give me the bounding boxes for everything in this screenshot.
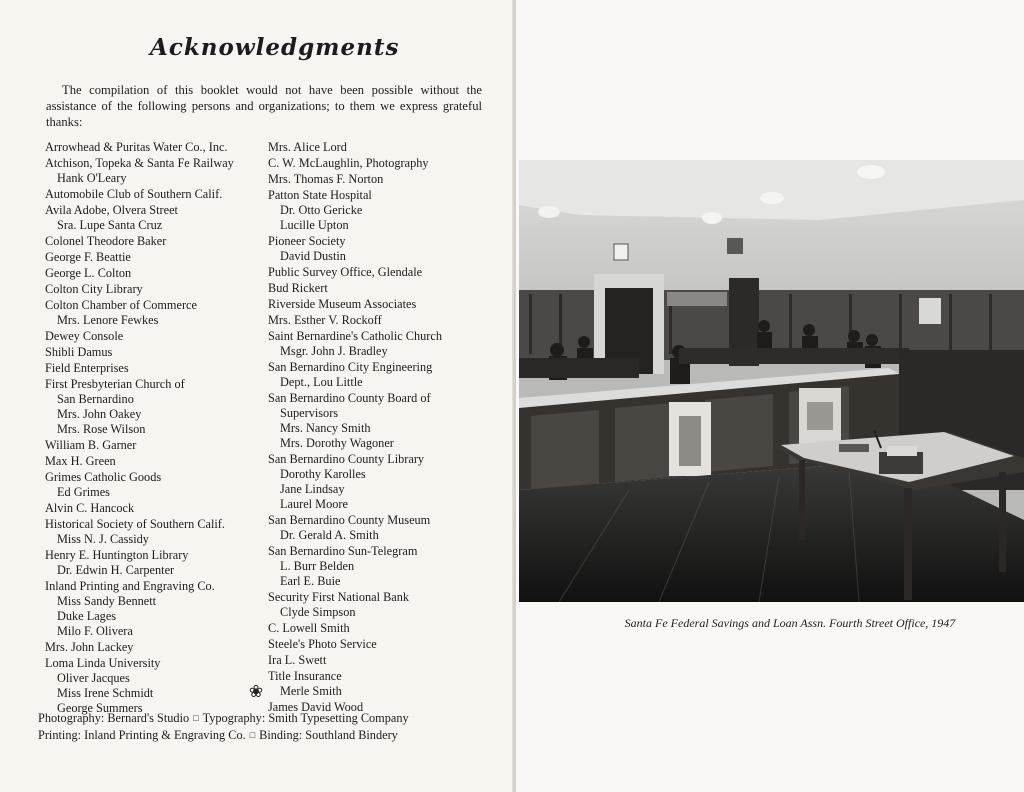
entry-subname: Dr. Edwin H. Carpenter [57, 563, 175, 577]
entry-name: San Bernardino Sun-Telegram [268, 544, 418, 558]
entry-name: Henry E. Huntington Library [45, 548, 189, 562]
acknowledgment-entry [45, 282, 265, 297]
acknowledgment-entry [268, 265, 484, 280]
entry-name: Patton State Hospital [268, 188, 372, 202]
entry-name: Mrs. John Lackey [45, 640, 134, 654]
entry-name: Inland Printing and Engraving Co. [45, 579, 215, 593]
acknowledgment-entry [268, 188, 484, 233]
entry-name: James David Wood [268, 700, 364, 714]
entry-subname: Mrs. John Oakey [57, 407, 142, 421]
entry-subname: Jane Lindsay [280, 482, 345, 496]
entry-name: Historical Society of Southern Calif. [45, 517, 225, 531]
entry-subname: Supervisors [280, 406, 339, 420]
square-separator-icon: □ [249, 730, 256, 740]
acknowledgment-entry [45, 640, 265, 655]
entry-name: San Bernardino County Museum [268, 513, 431, 527]
acknowledgment-entry [268, 297, 484, 312]
acknowledgment-entry [268, 172, 484, 187]
acknowledgment-list-left [45, 140, 265, 717]
entry-name: Colton Chamber of Commerce [45, 298, 197, 312]
entry-name: Saint Bernardine's Catholic Church [268, 329, 442, 343]
entry-name: San Bernardino County Library [268, 452, 425, 466]
acknowledgment-entry [268, 621, 484, 636]
acknowledgment-entry [45, 656, 265, 716]
entry-subname: Mrs. Rose Wilson [57, 422, 146, 436]
entry-subname: Mrs. Lenore Fewkes [57, 313, 159, 327]
entry-subname: Miss Irene Schmidt [57, 686, 154, 700]
entry-subname: Laurel Moore [280, 497, 348, 511]
entry-name: Max H. Green [45, 454, 116, 468]
acknowledgment-entry [268, 329, 484, 359]
entry-subname: L. Burr Belden [280, 559, 355, 573]
entry-name: William B. Garner [45, 438, 137, 452]
entry-name: Grimes Catholic Goods [45, 470, 162, 484]
acknowledgment-entry [45, 140, 265, 155]
acknowledgment-entry [268, 313, 484, 328]
entry-name: San Bernardino County Board of [268, 391, 431, 405]
entry-name: Title Insurance [268, 669, 342, 683]
entry-name: George F. Beattie [45, 250, 131, 264]
entry-name: Atchison, Topeka & Santa Fe Railway [45, 156, 234, 170]
acknowledgment-entry [45, 470, 265, 500]
entry-subname: Sra. Lupe Santa Cruz [57, 218, 163, 232]
acknowledgment-entry [45, 361, 265, 376]
acknowledgment-entry [45, 501, 265, 516]
entry-name: Bud Rickert [268, 281, 328, 295]
entry-subname: Mrs. Nancy Smith [280, 421, 371, 435]
acknowledgment-entry [268, 653, 484, 668]
credit-binding: Binding: Southland Bindery [259, 728, 398, 742]
entry-name: Automobile Club of Southern Calif. [45, 187, 223, 201]
acknowledgment-entry [45, 454, 265, 469]
entry-name: Riverside Museum Associates [268, 297, 417, 311]
acknowledgment-entry [268, 234, 484, 264]
entry-name: Colton City Library [45, 282, 143, 296]
entry-name: Loma Linda University [45, 656, 161, 670]
credit-typography: Typography: Smith Typesetting Company [202, 711, 409, 725]
acknowledgment-entry [45, 579, 265, 639]
entry-subname: Hank O'Leary [57, 171, 127, 185]
photo-caption: Santa Fe Federal Savings and Loan Assn. Fourth Street Office, 1947 [624, 616, 956, 630]
entry-name: Mrs. Esther V. Rockoff [268, 313, 382, 327]
entry-name: Avila Adobe, Olvera Street [45, 203, 178, 217]
acknowledgment-entry [268, 452, 484, 512]
acknowledgment-entry [268, 590, 484, 620]
entry-name: Field Enterprises [45, 361, 129, 375]
intro-paragraph: The compilation of this booklet would not have been possible without the assistance of the following persons and organizations; to them we express grateful thanks: [46, 83, 482, 129]
entry-subname: David Dustin [280, 249, 346, 263]
entry-subname: Msgr. John J. Bradley [280, 344, 388, 358]
entry-name: Security First National Bank [268, 590, 410, 604]
entry-subname: Dr. Gerald A. Smith [280, 528, 379, 542]
entry-name: C. Lowell Smith [268, 621, 350, 635]
acknowledgment-entry [268, 669, 484, 699]
production-credits [38, 710, 478, 744]
entry-name: San Bernardino City Engineering [268, 360, 433, 374]
acknowledgment-entry [268, 140, 484, 155]
acknowledgment-entry [268, 156, 484, 171]
acknowledgment-entry [268, 513, 484, 543]
entry-name: Arrowhead & Puritas Water Co., Inc. [45, 140, 228, 154]
entry-subname: Lucille Upton [280, 218, 349, 232]
entry-subname: Mrs. Dorothy Wagoner [280, 436, 394, 450]
entry-subname: Dr. Otto Gericke [280, 203, 363, 217]
acknowledgment-entry [45, 345, 265, 360]
entry-name: Public Survey Office, Glendale [268, 265, 423, 279]
acknowledgment-entry [45, 377, 265, 437]
entry-subname: Miss Sandy Bennett [57, 594, 157, 608]
acknowledgment-entry [45, 266, 265, 281]
entry-subname: Duke Lages [57, 609, 117, 623]
acknowledgment-entry [45, 298, 265, 328]
entry-name: C. W. McLaughlin, Photography [268, 156, 429, 170]
acknowledgment-entry [45, 156, 265, 186]
entry-subname: San Bernardino [57, 392, 134, 406]
credit-photography: Photography: Bernard's Studio [38, 711, 190, 725]
entry-subname: Oliver Jacques [57, 671, 130, 685]
entry-subname: Ed Grimes [57, 485, 110, 499]
acknowledgment-entry [45, 548, 265, 578]
entry-name: First Presbyterian Church of [45, 377, 185, 391]
entry-subname: Dorothy Karolles [280, 467, 366, 481]
page-title: Acknowledgments [150, 34, 400, 61]
square-separator-icon: □ [193, 713, 199, 723]
entry-name: Colonel Theodore Baker [45, 234, 167, 248]
entry-subname: Merle Smith [280, 684, 342, 698]
entry-name: Dewey Console [45, 329, 124, 343]
credit-printing: Printing: Inland Printing & Engraving Co. [38, 728, 246, 742]
entry-name: Ira L. Swett [268, 653, 327, 667]
acknowledgment-entry [268, 391, 484, 451]
acknowledgment-entry [268, 360, 484, 390]
acknowledgment-entry [268, 544, 484, 589]
entry-name: Mrs. Thomas F. Norton [268, 172, 384, 186]
flower-ornament-icon: ❀ [248, 682, 264, 701]
acknowledgment-list-right [268, 140, 484, 716]
acknowledgment-entry [45, 203, 265, 233]
entry-name: Mrs. Alice Lord [268, 140, 347, 154]
office-photograph [519, 160, 1024, 602]
entry-name: Steele's Photo Service [268, 637, 377, 651]
entry-subname: Earl E. Buie [280, 574, 341, 588]
acknowledgment-entry [45, 187, 265, 202]
acknowledgment-entry [268, 281, 484, 296]
entry-subname: George Summers [57, 701, 143, 715]
acknowledgment-entry [268, 637, 484, 652]
acknowledgment-entry [45, 250, 265, 265]
entry-name: Shibli Damus [45, 345, 113, 359]
entry-name: Pioneer Society [268, 234, 346, 248]
entry-subname: Milo F. Olivera [57, 624, 133, 638]
entry-subname: Miss N. J. Cassidy [57, 532, 149, 546]
entry-subname: Clyde Simpson [280, 605, 356, 619]
acknowledgment-entry [45, 438, 265, 453]
entry-name: Alvin C. Hancock [45, 501, 135, 515]
entry-name: George L. Colton [45, 266, 132, 280]
acknowledgment-entry [45, 329, 265, 344]
acknowledgment-entry [45, 517, 265, 547]
acknowledgment-entry [45, 234, 265, 249]
entry-subname: Dept., Lou Little [280, 375, 363, 389]
